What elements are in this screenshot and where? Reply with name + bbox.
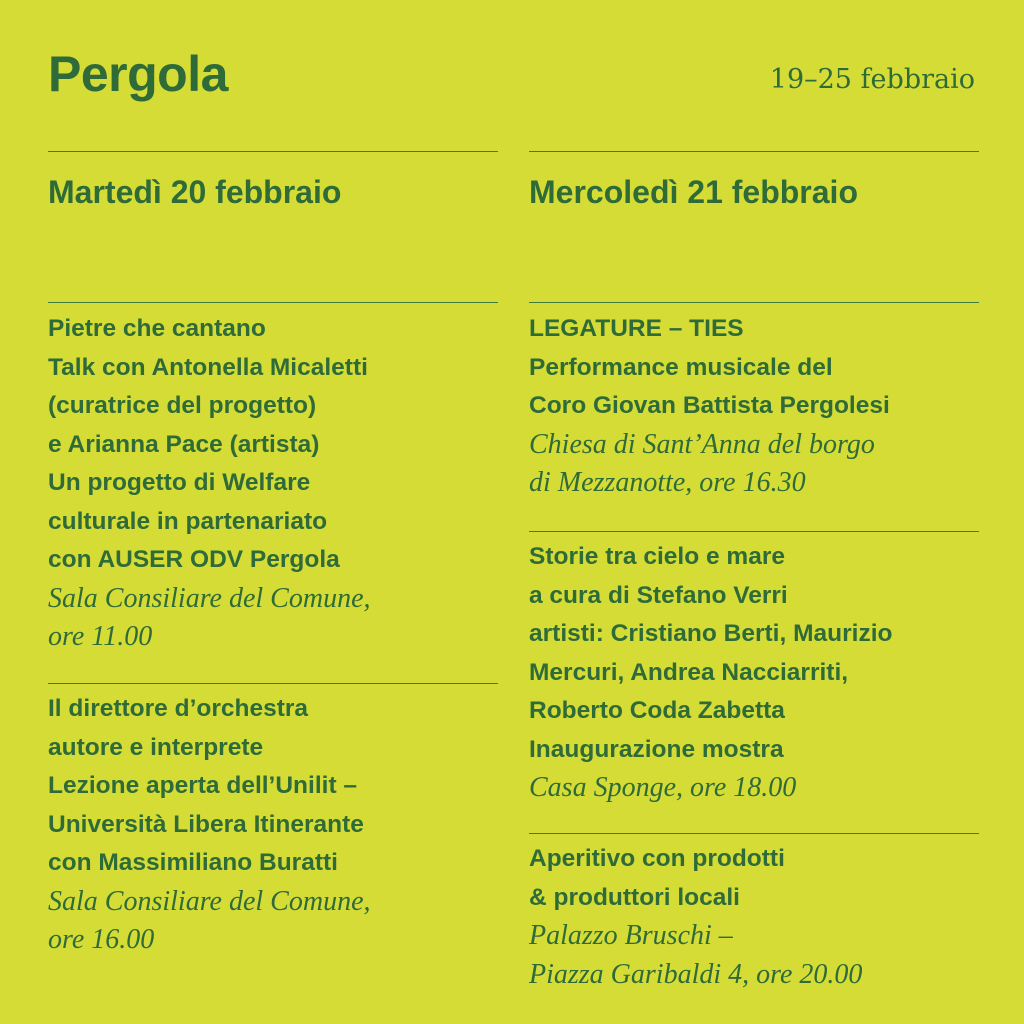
event-title: Aperitivo con prodotti: [529, 845, 785, 872]
event-direttore-orchestra: [48, 690, 508, 960]
event-pietre-che-cantano: [48, 310, 508, 657]
event-line: & produttori locali: [529, 883, 740, 911]
event-venue: Palazzo Bruschi –: [529, 920, 733, 951]
event-line: Performance musicale del: [529, 353, 833, 381]
date-range: 19–25 febbraio: [769, 64, 975, 95]
event-venue: Sala Consiliare del Comune,: [48, 582, 371, 614]
event-title: Il direttore d’orchestra: [48, 695, 309, 722]
event-storie-tra-cielo-e-mare: [529, 538, 989, 808]
event-line: Un progetto di Welfare: [48, 469, 311, 496]
event-line: Lezione aperta dell’Unilit –: [48, 772, 358, 799]
divider: [529, 531, 979, 532]
event-line: culturale in partenariato: [48, 507, 328, 535]
divider: [529, 833, 979, 834]
event-line: Talk con Antonella Micaletti: [48, 353, 368, 381]
event-time: ore 11.00: [48, 621, 153, 652]
event-line: autore e interprete: [48, 733, 264, 761]
event-line: Mercuri, Andrea Nacciarriti,: [529, 658, 849, 686]
divider: [529, 302, 979, 303]
event-venue: Sala Consiliare del Comune,: [48, 885, 371, 917]
day-heading: Martedì 20 febbraio: [48, 174, 342, 210]
event-line: Università Libera Itinerante: [48, 810, 364, 838]
divider: [48, 683, 498, 684]
event-aperitivo: [529, 840, 989, 994]
event-legature-ties: [529, 310, 989, 503]
event-line: con Massimiliano Buratti: [48, 849, 338, 876]
event-title: Pietre che cantano: [48, 315, 266, 342]
event-line: (curatrice del progetto): [48, 392, 317, 419]
day-heading: Mercoledì 21 febbraio: [529, 174, 858, 210]
event-line: Coro Giovan Battista Pergolesi: [529, 392, 890, 419]
event-line: con AUSER ODV Pergola: [48, 546, 340, 573]
event-title: Storie tra cielo e mare: [529, 543, 786, 570]
divider: [48, 151, 498, 152]
event-line: e Arianna Pace (artista): [48, 430, 320, 458]
page-title: Pergola: [48, 46, 228, 102]
event-line: Roberto Coda Zabetta: [529, 697, 785, 724]
divider: [529, 151, 979, 152]
event-time: ore 16.00: [48, 924, 155, 955]
event-title: LEGATURE – TIES: [529, 315, 744, 342]
event-venue: Piazza Garibaldi 4, ore 20.00: [529, 958, 863, 990]
divider: [48, 302, 498, 303]
event-venue: Casa Sponge, ore 18.00: [529, 772, 797, 803]
event-line: a cura di Stefano Verri: [529, 581, 788, 609]
event-venue: Chiesa di Sant’Anna del borgo: [529, 428, 875, 460]
event-line: Inaugurazione mostra: [529, 735, 784, 763]
event-line: artisti: Cristiano Berti, Maurizio: [529, 620, 893, 647]
event-venue: di Mezzanotte, ore 16.30: [529, 467, 806, 498]
